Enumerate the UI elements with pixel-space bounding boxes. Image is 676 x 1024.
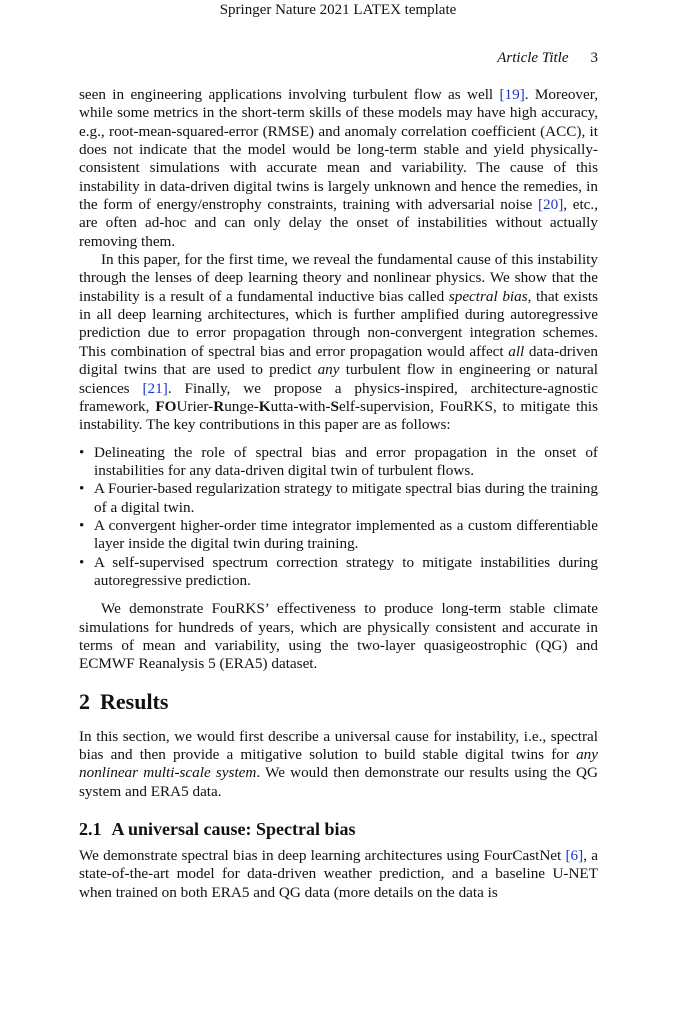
list-item-text: Delineating the role of spectral bias and error propagation in the onset of instabilities for any data-driven digital twin of turbulent flows. [94,443,598,479]
list-item [79,480,598,517]
bullet-icon: • [79,443,85,461]
p4-emphasis: any nonlinear multi-scale system [79,746,598,782]
p2-acronym-s: S [330,397,339,415]
bullet-icon: • [79,516,85,534]
p5-text-b: , a state-of-the-art model for data-driven weather prediction, and a baseline U-NET when trained on both ERA5 and QG data (more details on the data is [79,847,598,901]
p2-acronym-k: K [258,397,271,415]
p2-text-h: utta-with- [270,397,331,415]
list-item-text: A self-supervised spectrum correction strategy to mitigate instabilities during autoregressive prediction. [94,553,598,589]
paragraph-3: We demonstrate FouRKS’ effectiveness to produce long-term stable climate simulations for hundreds of years, which are physically consistent and accurate in terms of mean and variability, using the two-layer quasigeostrophic (QG) and ECMWF Reanalysis 5 (ERA5) dataset. [79,600,598,673]
paragraph-1 [79,86,598,251]
contributions-list [79,444,598,591]
p1-text-b: . Moreover, while some metrics in the short-term skills of these models may have high accuracy, e.g., root-mean-squared-error (RMSE) and anomaly correlation coefficient (ACC), it does not indicate that the model would be long-term stable and yield physically-consistent simulations with accurate mean and variability. The cause of this instability in data-driven digital twins is largely unknown and hence the remedies, in the form of energy/enstrophy constraints, training with adversarial noise [79,86,598,214]
running-head [497,48,598,68]
citation-6[interactable]: [6] [565,847,584,865]
p2-acronym-fo: FO [155,397,177,415]
section-number: 2 [79,688,90,714]
p2-text-c: data-driven digital twins that are used to predict [79,342,598,379]
p2-emphasis-any: any [317,361,340,379]
bullet-icon: • [79,553,85,571]
subsection-heading [79,818,598,840]
bullet-icon: • [79,480,85,498]
section-title: Results [100,688,169,714]
article-body [79,86,598,902]
p4-text-a: In this section, we would first describe a universal cause for instability, i.e., spectral bias and then provide a mitigative solution to build stable digital twins for [79,727,598,763]
subsection-title: A universal cause: Spectral bias [111,819,356,840]
p2-text-g: unge- [224,397,259,415]
p2-text-e: . Finally, we propose a physics-inspired, architecture-agnostic framework, [79,379,598,415]
list-item [79,444,598,481]
p2-text-d: turbulent flow in engineering or natural sciences [79,361,598,397]
p1-text-d: , etc., are often ad-hoc and can only delay the onset of instabilities without actually removing them. [79,196,599,250]
list-item-text: A Fourier-based regularization strategy to mitigate spectral bias during the training of a digital twin. [94,480,598,516]
paragraph-4 [79,728,598,801]
p2-emphasis-all: all [508,342,525,360]
page-header [0,0,676,20]
paragraph-5 [79,847,598,902]
running-title: Article Title [497,50,569,66]
p2-acronym-r: R [213,397,225,415]
p2-text-f: Urier- [176,397,214,415]
p2-text-i: elf-supervision, FouRKS, to mitigate this instability. The key contributions in this paper are as follows: [79,397,599,434]
header-text: Springer Nature 2021 LATEX template [219,2,457,18]
p5-text-a: We demonstrate spectral bias in deep learning architectures using FourCastNet [79,847,566,865]
list-item [79,517,598,554]
subsection-number: 2.1 [79,819,102,840]
citation-20[interactable]: [20] [537,196,564,214]
section-heading [79,688,598,716]
paragraph-2 [79,251,598,434]
p4-text-b: . We would then demonstrate our results using the QG system and ERA5 data. [79,764,598,800]
p1-text-a: seen in engineering applications involving turbulent flow as well [79,86,500,103]
p2-text-b: , that exists in all deep learning architectures, which is further amplified during autoregressive prediction due to error propagation through non-convergent integration schemes. This combination of spectral bias and error propagation would affect [79,287,599,360]
list-item-text: A convergent higher-order time integrator implemented as a custom differentiable layer inside the digital twin during training. [94,516,598,553]
p2-emphasis-spectral-bias: spectral bias [448,287,528,305]
citation-21[interactable]: [21] [142,379,168,397]
page-number: 3 [590,50,598,66]
p2-text-a: In this paper, for the first time, we reveal the fundamental cause of this instability through the lenses of deep learning theory and nonlinear physics. We show that the instability is a result of a fundamental inductive bias called [79,251,598,305]
citation-19[interactable]: [19] [499,86,525,103]
list-item [79,554,598,591]
